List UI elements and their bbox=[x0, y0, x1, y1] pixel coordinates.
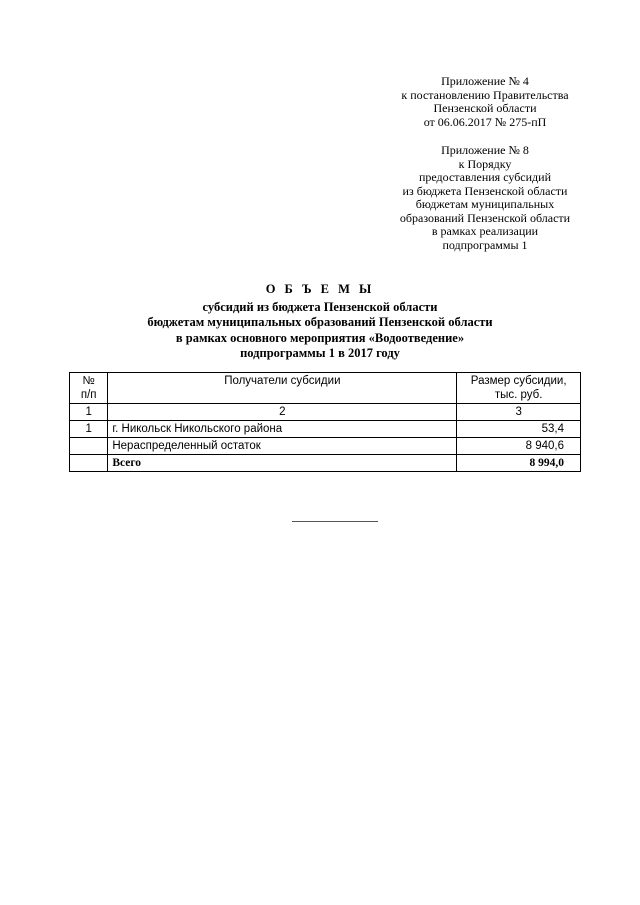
row-recipient: г. Никольск Никольского района bbox=[108, 421, 457, 438]
appendix-line: образований Пензенской области bbox=[399, 210, 571, 225]
row-num bbox=[70, 438, 108, 455]
title-line: подпрограммы 1 в 2017 году bbox=[240, 346, 400, 360]
title-heading: О Б Ъ Е М Ы bbox=[265, 282, 375, 296]
title-line: бюджетам муниципальных образований Пензенской области bbox=[147, 315, 493, 329]
index-cell: 2 bbox=[108, 404, 457, 421]
appendix-reference-decree bbox=[378, 75, 592, 129]
total-num bbox=[70, 455, 108, 472]
header-num: № п/п bbox=[70, 373, 108, 404]
appendix-line: от 06.06.2017 № 275-пП bbox=[423, 114, 547, 129]
table-row bbox=[70, 438, 581, 455]
appendix-line: бюджетам муниципальных bbox=[415, 197, 555, 211]
appendix-line: из бюджета Пензенской области bbox=[402, 183, 568, 198]
row-amount: 8 940,6 bbox=[457, 438, 581, 455]
total-amount: 8 994,0 bbox=[457, 455, 581, 472]
appendix-reference-procedure bbox=[378, 144, 592, 252]
document-title bbox=[0, 282, 640, 362]
row-num: 1 bbox=[70, 421, 108, 438]
total-label: Всего bbox=[108, 455, 457, 472]
index-cell: 1 bbox=[70, 404, 108, 421]
appendix-line: к постановлению Правительства bbox=[401, 87, 569, 102]
table-index-row bbox=[70, 404, 581, 421]
title-line: в рамках основного мероприятия «Водоотведение» bbox=[175, 330, 465, 345]
header-amount: Размер субсидии, тыс. руб. bbox=[457, 373, 581, 404]
appendix-line: Приложение № 8 bbox=[441, 143, 529, 157]
table-header-row bbox=[70, 373, 581, 404]
row-amount: 53,4 bbox=[457, 421, 581, 438]
appendix-line: в рамках реализации bbox=[431, 224, 539, 238]
appendix-line: Пензенской области bbox=[433, 101, 537, 115]
subsidy-table bbox=[69, 372, 581, 472]
appendix-line: предоставления субсидий bbox=[418, 170, 552, 184]
appendix-line: Приложение № 4 bbox=[441, 74, 529, 88]
header-recipients: Получатели субсидии bbox=[108, 373, 457, 404]
title-line: субсидий из бюджета Пензенской области bbox=[202, 299, 438, 314]
index-cell: 3 bbox=[457, 404, 581, 421]
row-recipient: Нераспределенный остаток bbox=[108, 438, 457, 455]
table-total-row bbox=[70, 455, 581, 472]
appendix-line: подпрограммы 1 bbox=[442, 237, 528, 252]
appendix-line: к Порядку bbox=[458, 156, 512, 171]
table-row bbox=[70, 421, 581, 438]
closing-divider bbox=[292, 521, 378, 522]
